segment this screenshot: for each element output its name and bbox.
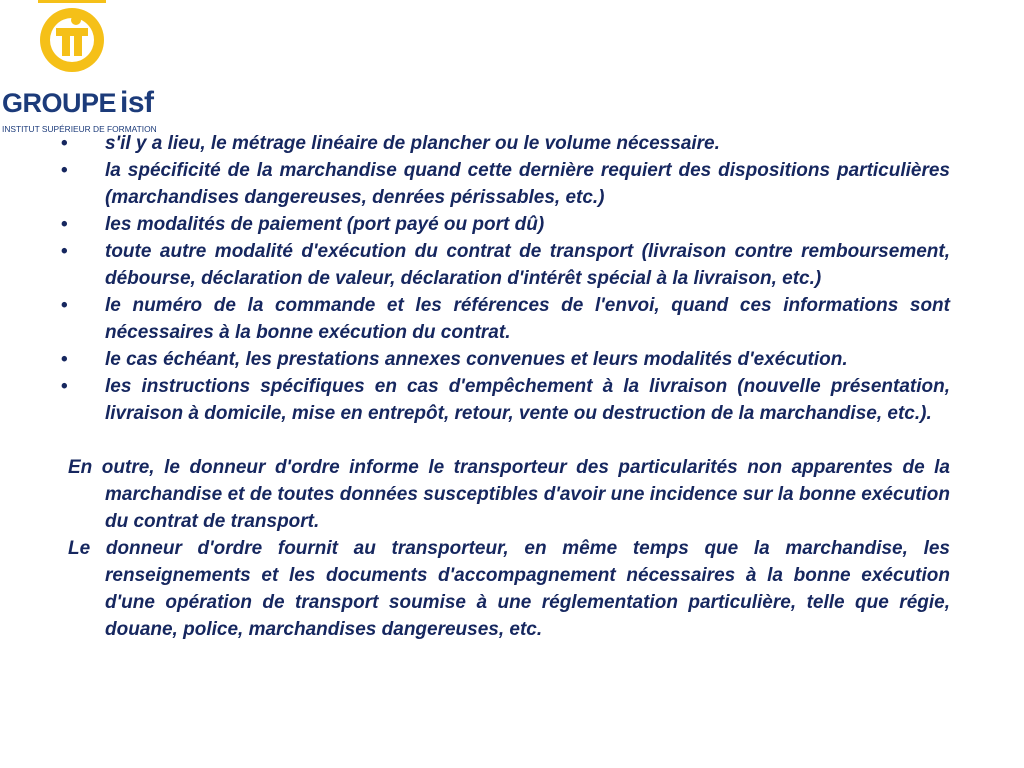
- list-item: [58, 346, 950, 373]
- list-item-text: les modalités de paiement (port payé ou port dû): [105, 214, 545, 235]
- logo: [0, 0, 157, 140]
- list-item-text: s'il y a lieu, le métrage linéaire de plancher ou le volume nécessaire.: [105, 133, 720, 154]
- bullet-marker: •: [61, 376, 68, 397]
- list-item: [58, 292, 950, 346]
- slide-content: [58, 130, 950, 643]
- logo-subtitle: INSTITUT SUPÉRIEUR DE FORMATION: [2, 124, 157, 134]
- list-item-text: toute autre modalité d'exécution du contrat de transport (livraison contre remboursement, débourse, déclaration de valeur, déclaration d'intérêt spécial à la livraison, etc.): [105, 241, 950, 289]
- list-item: [58, 238, 950, 292]
- list-item-text: le numéro de la commande et les références de l'envoi, quand ces informations sont nécessaires à la bonne exécution du contrat.: [105, 295, 950, 343]
- bullet-marker: •: [61, 133, 68, 154]
- list-item-text: la spécificité de la marchandise quand cette dernière requiert des dispositions particulières (marchandises dangereuses, denrées périssables, etc.): [105, 160, 950, 208]
- bullet-marker: •: [61, 349, 68, 370]
- bullet-marker: •: [61, 160, 68, 181]
- paragraph-obligations: En outre, le donneur d'ordre informe le transporteur des particularités non apparentes de la marchandise et de toutes données susceptibles d'avoir une incidence sur la bonne exécution du contrat de transport.: [68, 457, 950, 532]
- isf-emblem-icon: [38, 0, 106, 80]
- bullet-marker: •: [61, 214, 68, 235]
- logo-wordmark: [2, 86, 154, 120]
- bullet-marker: •: [61, 295, 68, 316]
- bullet-list: [58, 130, 950, 427]
- list-item: [58, 157, 950, 211]
- list-item-text: le cas échéant, les prestations annexes convenues et leurs modalités d'exécution.: [105, 349, 848, 370]
- logo-name-accent: isf: [120, 86, 154, 119]
- paragraph-documents: Le donneur d'ordre fournit au transporteur, en même temps que la marchandise, les renseignements et les documents d'accompagnement nécessaires à la bonne exécution d'une opération de transport soumise à une réglementation particulière, telle que régie, douane, police, marchandises dangereuses, etc.: [68, 538, 950, 640]
- logo-name: GROUPE: [2, 88, 117, 118]
- list-item: [58, 211, 950, 238]
- spacer: [58, 427, 950, 454]
- bullet-marker: •: [61, 241, 68, 262]
- list-item-text: les instructions spécifiques en cas d'empêchement à la livraison (nouvelle présentation, livraison à domicile, mise en entrepôt, retour, vente ou destruction de la marchandise, etc.).: [105, 376, 950, 424]
- list-item: [58, 130, 950, 157]
- list-item: [58, 373, 950, 427]
